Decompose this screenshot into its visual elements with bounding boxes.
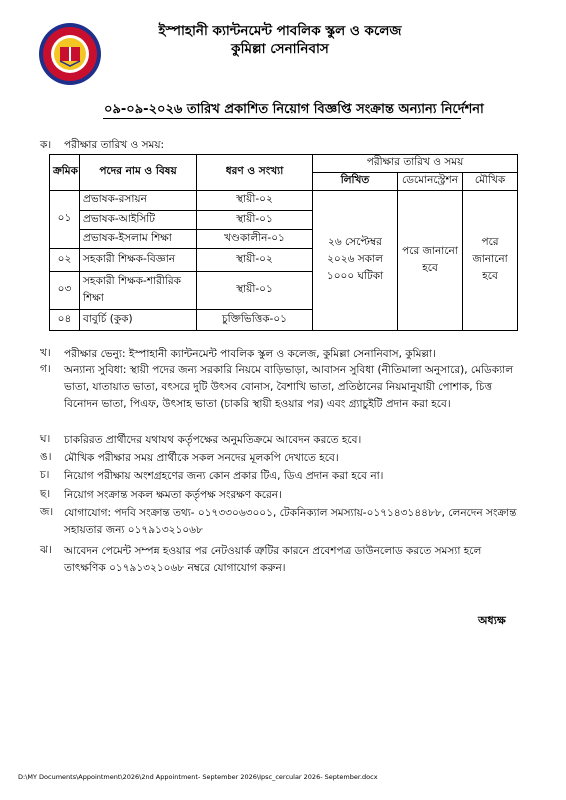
signature-principal: অধ্যক্ষ: [478, 614, 506, 627]
row-type: স্থায়ী-০২: [197, 191, 313, 211]
exam-schedule-table: [49, 154, 518, 331]
page-title: ০৯-০৯-২০২৬ তারিখ প্রকাশিত নিয়োগ বিজ্ঞপ্তি সংক্রান্ত অন্যান্য নির্দেশনা: [104, 102, 484, 117]
row-post: প্রভাষক-আইসিটি: [80, 211, 197, 230]
row-serial: ০১: [50, 191, 80, 249]
item-authority: নিয়োগ সংক্রান্ত সকল ক্ষমতা কর্তৃপক্ষ সংরক্ষণ করেন।: [64, 489, 282, 501]
header-written: লিখিত: [313, 173, 398, 191]
item-label: চ।: [40, 469, 50, 481]
row-post: সহকারী শিক্ষক-শারীরিক শিক্ষা: [80, 272, 197, 310]
item-label: জ।: [40, 506, 54, 518]
row-post: প্রভাষক-রসায়ন: [80, 191, 197, 211]
item-venue: পরীক্ষার ভেন্যু: ইস্পাহানী ক্যান্টনমেন্ট পাবলিক স্কুল ও কলেজ, কুমিল্লা সেনানিবাস, কুমিল্লা।: [64, 348, 436, 360]
demo-value: পরে জানানো হবে: [398, 191, 463, 331]
item-permission: চাকরিরত প্রার্থীদের যথাযথ কর্তৃপক্ষের অনুমতিক্রমে আবেদন করতে হবে।: [64, 434, 362, 446]
written-value: ২৬ সেপ্টেম্বর ২০২৬ সকাল ১০০০ ঘটিকা: [313, 191, 398, 331]
item-label: খ।: [40, 347, 51, 359]
row-type: স্থায়ী-০১: [197, 211, 313, 230]
item-label: ছ।: [40, 488, 51, 500]
item-benefits: অন্যান্য সুবিধা: স্থায়ী পদের জন্য সরকারি নিয়মে বাড়িভাড়া, আবাসন সুবিধা (নীতিমালা অনুসারে), মেডিক্যাল ভাতা, যাতায়াত ভাতা, বৎসরে দুটি উৎসব বোনাস, বৈশাখি ভাতা, প্রতিষ্ঠানের নিয়মানুযায়ী পোশাক, চিত্ত বিনোদন ভাতা, পিএফ, উৎসাহ ভাতা (চাকরি স্থায়ী হওয়ার পর) এবং গ্র্যাচুইটি প্রদান করা হবে।: [64, 364, 514, 410]
item-label: ঙ।: [40, 451, 52, 463]
row-type: স্থায়ী-০১: [197, 272, 313, 310]
row-type: স্থায়ী-০২: [197, 249, 313, 272]
header-exam: পরীক্ষার তারিখ ও সময়: [313, 155, 518, 173]
row-post: বাবুর্চি (কুক): [80, 310, 197, 331]
item-certificates: মৌখিক পরীক্ষার সময় প্রার্থীকে সকল সনদের মূলকপি দেখাতে হবে।: [64, 452, 339, 464]
item-label: গ।: [40, 363, 51, 375]
institution-name: ইস্পাহানী ক্যান্টনমেন্ট পাবলিক স্কুল ও কলেজ: [158, 23, 402, 39]
row-post: প্রভাষক-ইসলাম শিক্ষা: [80, 230, 197, 249]
row-type: খণ্ডকালীন-০১: [197, 230, 313, 249]
row-serial: ০৩: [50, 272, 80, 310]
item-contact: যোগাযোগ: পদবি সংক্রান্ত তথ্য- ০১৭৩৩০৬৩০০১, টেকনিক্যাল সমস্যায়-০১৭১৪৩১৪৪৮৮, লেনদেন সংক্রান্ত সহায়তার জন্য ০১৭৯১৩২১০৬৮: [64, 507, 517, 536]
row-serial: ০৪: [50, 310, 80, 331]
institution-location: কুমিল্লা সেনানিবাস: [231, 41, 329, 57]
section-a-text: পরীক্ষার তারিখ ও সময়:: [64, 139, 165, 151]
item-no-ta-da: নিয়োগ পরীক্ষায় অংশগ্রহণের জন্য কোন প্রকার টিএ, ডিএ প্রদান করা হবে না।: [64, 470, 384, 482]
item-label: ঝ।: [40, 544, 52, 556]
section-a-label: ক।: [40, 139, 52, 151]
header-post: পদের নাম ও বিষয়: [80, 155, 197, 191]
header-type: ধরণ ও সংখ্যা: [197, 155, 313, 191]
row-serial: ০২: [50, 249, 80, 272]
row-type: চুক্তিভিত্তিক-০১: [197, 310, 313, 331]
row-post: সহকারী শিক্ষক-বিজ্ঞান: [80, 249, 197, 272]
title-underline: [103, 118, 461, 119]
table-row: [50, 191, 518, 211]
oral-value: পরে জানানো হবে: [463, 191, 518, 331]
item-label: ঘ।: [40, 433, 51, 445]
header-oral: মৌখিক: [463, 173, 518, 191]
header-serial: ক্রমিক: [50, 155, 80, 191]
item-admit-card: আবেদন পেমেন্ট সম্পন্ন হওয়ার পর নেটওয়ার্ক ত্রুটির কারনে প্রবেশপত্র ডাউনলোড করতে সমস্যা হলে তাৎক্ষণিক ০১৭৯১৩২১০৬৮ নম্বরে যোগাযোগ করুন।: [64, 545, 482, 574]
header-demo: ডেমোনস্ট্রেশন: [398, 173, 463, 191]
footer-file-path: D:\MY Documents\Appointment\2026\2nd Appointment- September 2026\Ipsc_cercular 2026- September.docx: [18, 773, 378, 781]
school-crest-icon: [38, 22, 102, 86]
